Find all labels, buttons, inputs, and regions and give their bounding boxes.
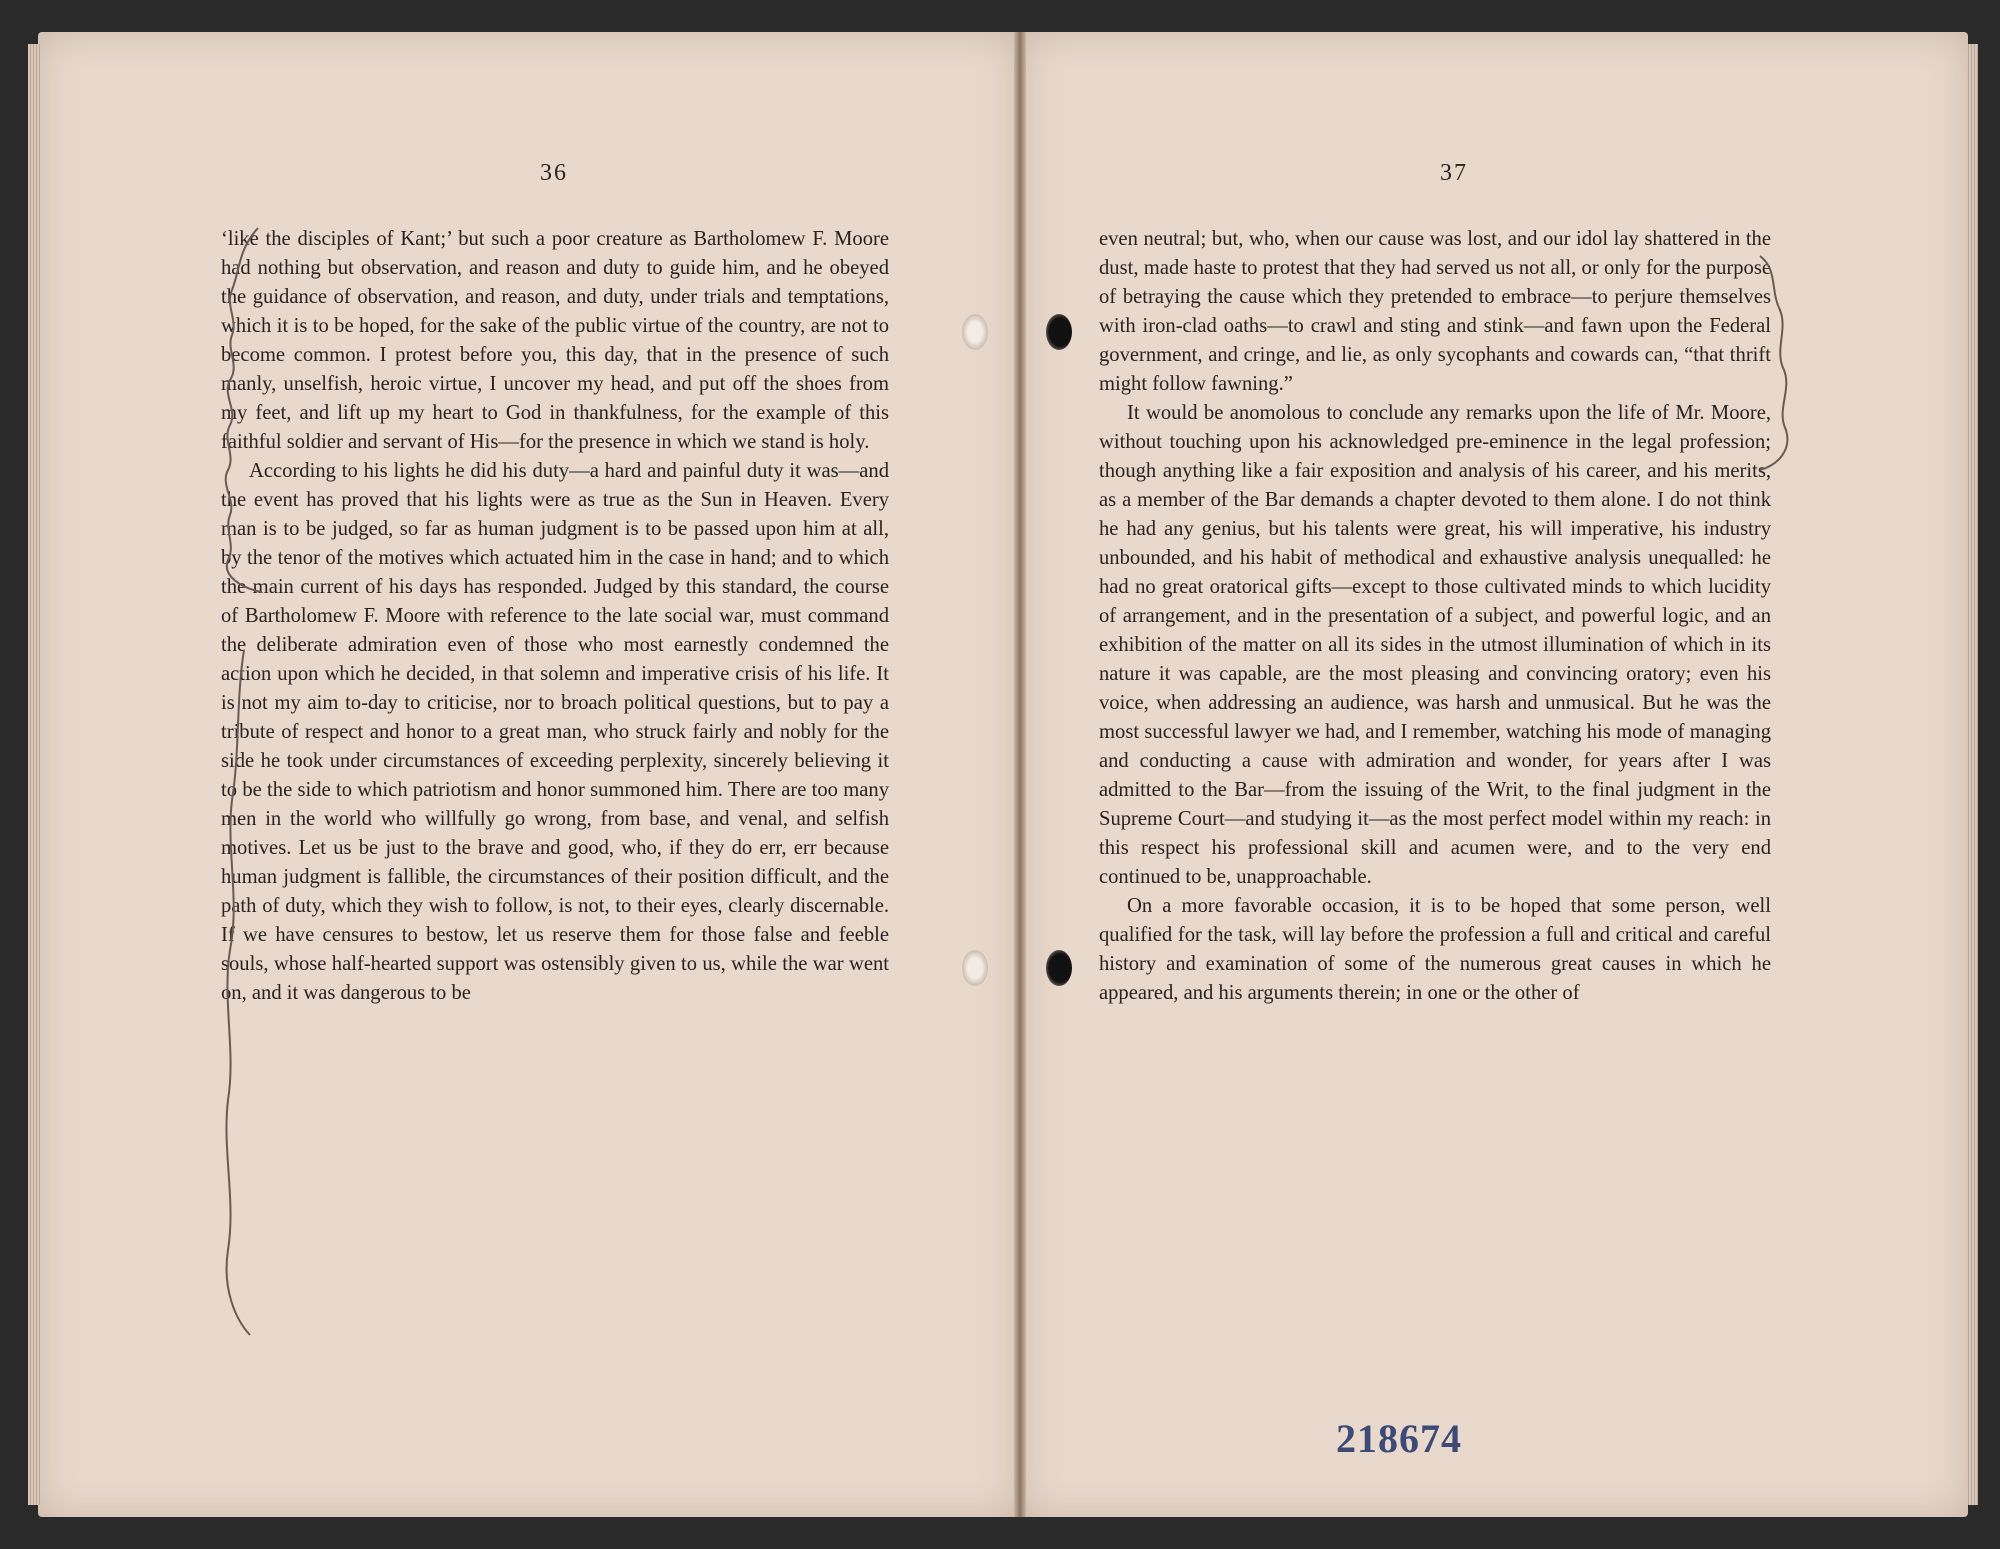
binding-hole-icon bbox=[962, 314, 988, 350]
right-paragraph-1: even neutral; but, who, when our cause was lost, and our idol lay shattered in the dust, made haste to protest that they had served us not all, or only for the purpose of betraying the cause which they pretended to embrace—to perjure themselves with iron-clad oaths—to crawl and sting and stink—and fawn upon the Federal government, and cringe, and lie, as only sycophants and cowards can, “that thrift might follow fawning.” bbox=[1099, 228, 1771, 395]
left-paragraph-1: ‘like the disciples of Kant;’ but such a poor creature as Bartholomew F. Moore had nothing but observation, and reason and duty to guide him, and he obeyed the guidance of observation, and reason, and duty, under trials and temptations, which it is to be hoped, for the sake of the public virtue of the country, are not to become common. I protest before you, this day, that in the presence of such manly, unselfish, heroic virtue, I uncover my head, and put off the shoes from my feet, and lift up my heart to God in thankfulness, for the example of this faithful soldier and servant of His—for the presence in which we stand is holy. bbox=[221, 228, 889, 453]
right-paragraph-3: On a more favorable occasion, it is to be hoped that some person, well qualified for the task, will lay before the profession a full and critical and careful history and examination of some of the numerous great causes in which he appeared, and his arguments therein; in one or the other of bbox=[1099, 895, 1771, 1004]
binding-hole-icon bbox=[962, 950, 988, 986]
book-gutter bbox=[1014, 32, 1026, 1517]
binding-hole-icon bbox=[1046, 950, 1072, 986]
right-page-text bbox=[1099, 225, 1771, 1008]
accession-number-stamp: 218674 bbox=[1336, 1416, 1462, 1461]
right-paragraph-2: It would be anomolous to conclude any remarks upon the life of Mr. Moore, without touching upon his acknowledged pre-eminence in the legal profession; though anything like a fair exposition and analysis of his career, and his merits, as a member of the Bar demands a chapter devoted to them alone. I do not think he had any genius, but his talents were great, his will imperative, his industry unbounded, and his habit of methodical and exhaustive analysis unequalled: he had no great oratorical gifts—except to those cultivated minds to which lucidity of arrangement, and in the presentation of a subject, and powerful logic, and an exhibition of the matter on all its sides in the utmost illumination of which in its nature it was capable, are the most pleasing and convincing oratory; even his voice, when addressing an audience, was harsh and unmusical. But he was the most successful lawyer we had, and I remember, watching his mode of managing and conducting a cause with admiration and wonder, for years after I was admitted to the Bar—from the issuing of the Writ, to the final judgment in the Supreme Court—and studying it—as the most perfect model within my reach: in this respect his professional skill and acumen were, and to the very end continued to be, unapproachable. bbox=[1099, 402, 1771, 888]
left-paragraph-2: According to his lights he did his duty—a hard and painful duty it was—and the event has proved that his lights were as true as the Sun in Heaven. Every man is to be judged, so far as human judgment is to be passed upon him at all, by the tenor of the motives which actuated him in the case in hand; and to which the main current of his days has responded. Judged by this standard, the course of Bartholomew F. Moore with reference to the late social war, must command the deliberate admiration even of those who most earnestly condemned the action upon which he decided, in that solemn and imperative crisis of his life. It is not my aim to-day to criticise, nor to broach political questions, but to pay a tribute of respect and honor to a great man, who struck fairly and nobly for the side he took under circumstances of exceeding perplexity, sincerely believing it to be the side to which patriotism and honor summoned him. There are too many men in the world who willfully go wrong, from base, and venal, and selfish motives. Let us be just to the brave and good, who, if they do err, err because human judgment is fallible, the circumstances of their position difficult, and the path of duty, which they wish to follow, is not, to their eyes, clearly discernable. If we have censures to bestow, let us reserve them for those false and feeble souls, whose half-hearted support was ostensibly given to us, while the war went on, and it was dangerous to be bbox=[221, 460, 889, 1004]
binding-hole-icon bbox=[1046, 314, 1072, 350]
left-page-text bbox=[221, 225, 889, 1008]
left-page-number: 36 bbox=[540, 160, 568, 186]
right-page-edge bbox=[1966, 44, 1978, 1505]
left-page-edge bbox=[28, 44, 40, 1505]
right-page-number: 37 bbox=[1440, 160, 1468, 186]
